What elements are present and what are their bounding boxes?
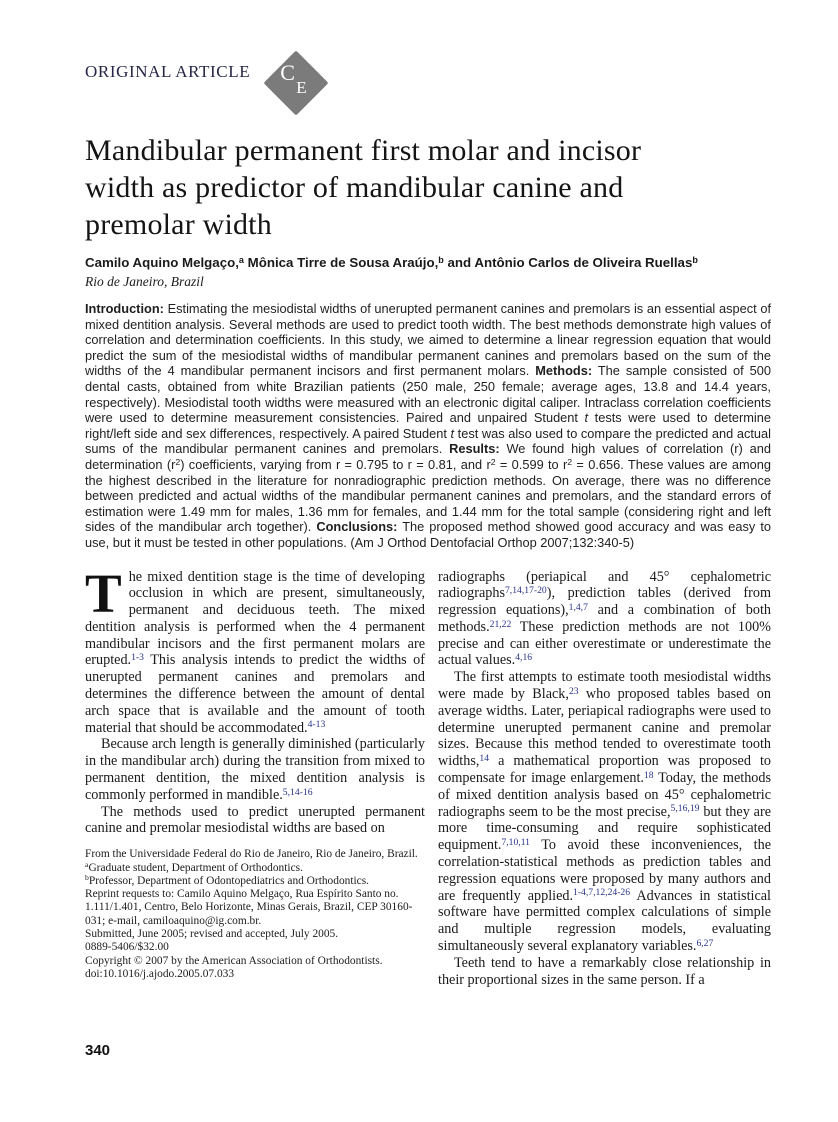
article-title-line-2: width as predictor of mandibular canine and [85,171,624,204]
footnote-submitted: Submitted, June 2005; revised and accepted, July 2005. [85,928,339,941]
paragraph-methods-used: The methods used to predict unerupted permanent canine and premolar mesiodistal widths are based on [85,803,425,837]
article-title-line-1: Mandibular permanent first molar and incisor [85,134,642,167]
article-title [85,132,771,243]
ce-logo-letter-c: C [280,60,295,85]
authors-line: Camilo Aquino Melgaço,$^a$ Mônica Tirre de Sousa Araújo,$^b$ and Antônio Carlos de Oliveira Ruellas$^b$ [85,254,698,270]
body-columns [85,562,771,989]
body-column-left [85,562,425,989]
paragraph-intro-text: he mixed dentition stage is the time of developing occlusion in which are present, simultaneously, permanent and deciduous teeth. The mixed dentition analysis is performed when the 4 permanent mandibular incisors and the first permanent molars are erupted.$^{1-3}$ This analysis intends to predict the widths of unerupted permanent canines and premolars and determines the difference between the amount of dental arch space that is available and the amount of tooth material that should be accommodated.$^{4-13}$ [85,568,425,736]
body-column-right [438,569,771,989]
article-type-kicker: ORIGINAL ARTICLE [85,62,251,81]
article-header [85,50,771,116]
affiliation-line: Rio de Janeiro, Brazil [85,274,204,289]
article-title-line-3: premolar width [85,208,272,241]
paragraph-radiographs: radiographs (periapical and 45° cephalometric radiographs$^{7,14,17-20}$), prediction tables (derived from regression equations),$^{1,4,7}$ and a combination of both methods.$^{21,22}$ These prediction methods are not 100% precise and can either overestimate or underestimate the actual values.$^{4,16}$ [438,568,771,669]
abstract: Introduction: Estimating the mesiodistal widths of unerupted permanent canines and premolars is an essential aspect of mixed dentition analysis. Several methods are used to predict tooth width. The best methods demonstrate high values of correlation and determination coefficients. In this study, we aimed to determine a linear regression equation that would predict the sum of the mesiodistal widths of mandibular permanent canines and premolars based on the sum of the widths of the 4 mandibular permanent incisors and first permanent molars. Methods: The sample consisted of 500 dental casts, obtained from white Brazilian patients (250 male, 250 female; average ages, 13.8 and 14.4 years, respectively). Mesiodistal tooth widths were measured with an electronic digital caliper. Intraclass correlation coefficients were used to determine measurement consistencies. Paired and unpaired Student t tests were used to determine right/left side and sex differences, respectively. A paired Student t test was also used to compare the predicted and actual sums of the mandibular permanent canines and premolars. Results: We found high values of correlation (r) and determination $(r^2)$ coefficients, varying from r = 0.795 to r = 0.81, and $r^2 = 0.599$ to $r^2 = 0.656$. These values are among the highest described in the literature for nonradiographic prediction methods. On average, there was no difference between predicted and actual widths of the mandibular permanent canines and premolars, and the standard errors of estimation were 1.49 mm for males, 1.36 mm for females, and 1.44 mm for the total sample (considering right and left sides of the mandibular arch together). Conclusions: The proposed method showed good accuracy and was easy to use, but it must be tested in other populations. (Am J Orthod Dentofacial Orthop 2007;132:340-5) [85,301,772,550]
paragraph-teeth-relationship: Teeth tend to have a remarkably close relationship in their proportional sizes in the same person. If a [438,954,771,988]
ce-logo-letter-e: E [296,78,307,97]
footnote-copyright: Copyright © 2007 by the American Association of Orthodontists. [85,954,383,967]
footnote-doi: doi:10.1016/j.ajodo.2005.07.033 [85,967,235,980]
footnote-reprint-requests: Reprint requests to: Camilo Aquino Melgaço, Rua Espírito Santo no. 1.111/1.401, Centro, Belo Horizonte, Minas Gerais, Brazil, CEP 30160-031; e-mail, camiloaquino@ig.com.br. [85,888,413,927]
paragraph-arch-length: Because arch length is generally diminished (particularly in the mandibular arch) during the transition from mixed to permanent dentition, the mixed dentition analysis is commonly performed in mandible.$^{5,14-16}$ [85,736,425,803]
footnotes-block [85,848,425,981]
footnote-author-b: $^b$Professor, Department of Odontopediatrics and Orthodontics. [85,873,370,887]
ce-logo [263,50,329,116]
drop-cap: T [85,562,122,624]
page-number: 340 [85,1042,111,1059]
footnote-issn-price: 0889-5406/$32.00 [85,941,169,954]
paragraph-intro [85,562,425,737]
page-content [85,0,771,988]
paragraph-first-attempts: The first attempts to estimate tooth mesiodistal widths were made by Black,$^{23}$ who proposed tables based on average widths. Later, periapical radiographs were used to determine unerupted permanent canine and premolar sizes. Because this method tended to overestimate tooth widths,$^{14}$ a mathematical proportion was proposed to compensate for image enlargement.$^{18}$ Today, the methods of mixed dentition analysis based on 45° cephalometric radiographs seem to be the most precise,$^{5,16,19}$ but they are more time-consuming and require sophisticated equipment.$^{7,10,11}$ To avoid these inconveniences, the correlation-statistical methods as prediction tables and regression equations were proposed by many authors and are frequently applied.$^{1-4,7,12,24-26}$ Advances in statistical software have permitted complex calculations of simple and multiple regression models, evaluating simultaneously several explanatory variables.$^{6,27}$ [438,669,771,955]
footnote-author-a: $^a$Graduate student, Department of Orthodontics. [85,860,303,874]
footnote-affiliation: From the Universidade Federal do Rio de Janeiro, Rio de Janeiro, Brazil. [85,848,418,861]
